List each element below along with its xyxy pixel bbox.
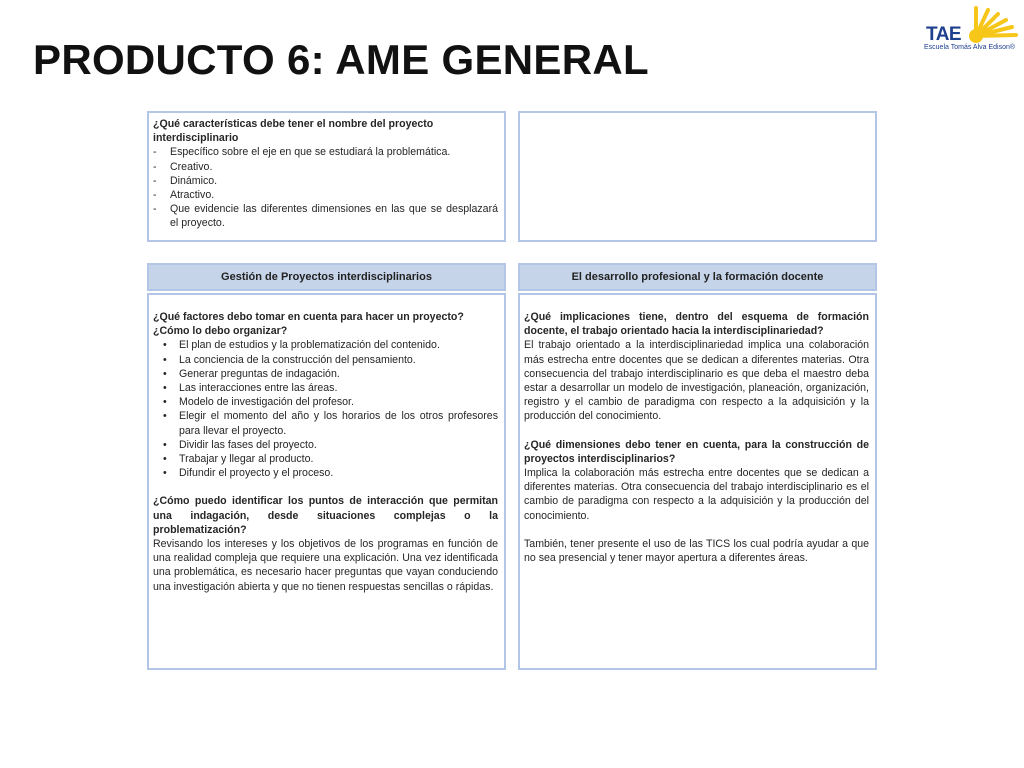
slide-title: PRODUCTO 6: AME GENERAL xyxy=(33,36,649,83)
right-answer-2: Implica la colaboración más estrecha entre docentes que se dedican a diferentes materias. Otra consecuencia del trabajo interdisciplinario es el cambio de paradigma con respecto a la adquisición y la producción del conocimiento. xyxy=(524,467,869,522)
left-panel xyxy=(147,293,506,670)
sun-rays-icon xyxy=(962,4,1020,44)
list-item: - Creativo. xyxy=(153,160,498,174)
top-question: ¿Qué características debe tener el nombre del proyecto interdisciplinario xyxy=(153,118,434,145)
right-panel xyxy=(518,293,877,670)
factors-list xyxy=(153,338,498,480)
list-item: • Modelo de investigación del profesor. xyxy=(163,395,498,409)
right-answer-3: También, tener presente el uso de las TICS los cual podría ayudar a que no sea presencial y tener mayor apertura a diferentes áreas. xyxy=(524,537,869,565)
characteristics-list xyxy=(153,145,498,230)
school-logo xyxy=(924,4,1020,54)
right-question-2: ¿Qué dimensiones debo tener en cuenta, para la construcción de proyectos interdisciplinarios? xyxy=(524,438,869,465)
logo-subtitle: Escuela Tomás Alva Edison® xyxy=(924,44,1016,51)
top-right-box xyxy=(518,111,877,242)
list-item: - Dinámico. xyxy=(153,174,498,188)
list-item: • Las interacciones entre las áreas. xyxy=(163,381,498,395)
left-answer-2: Revisando los intereses y los objetivos de los programas en función de una realidad compleja que requiere una explicación. Una vez identificada una problemática, es necesario hacer preguntas que vayan conduciendo una investigación abierta y que no tienen respuestas sencillas o rápidas. xyxy=(153,538,498,593)
list-item: • Elegir el momento del año y los horarios de los otros profesores para llevar el proyecto. xyxy=(163,409,498,437)
right-panel-header: El desarrollo profesional y la formación docente xyxy=(518,263,877,291)
left-question-1: ¿Qué factores debo tomar en cuenta para hacer un proyecto? ¿Cómo lo debo organizar? xyxy=(153,311,464,338)
list-item: - Atractivo. xyxy=(153,188,498,202)
right-question-1: ¿Qué implicaciones tiene, dentro del esquema de formación docente, el trabajo orientado hacia la interdisciplinariedad? xyxy=(524,311,869,338)
left-panel-header: Gestión de Proyectos interdisciplinarios xyxy=(147,263,506,291)
list-item: • Trabajar y llegar al producto. xyxy=(163,452,498,466)
list-item: - Que evidencie las diferentes dimensiones en las que se desplazará el proyecto. xyxy=(153,202,498,230)
list-item: • El plan de estudios y la problematización del contenido. xyxy=(163,338,498,352)
list-item: • Difundir el proyecto y el proceso. xyxy=(163,466,498,480)
list-item: • Dividir las fases del proyecto. xyxy=(163,438,498,452)
top-left-box xyxy=(147,111,506,242)
list-item: - Específico sobre el eje en que se estudiará la problemática. xyxy=(153,145,498,159)
left-question-2: ¿Cómo puedo identificar los puntos de interacción que permitan una indagación, desde situaciones complejas o la problematización? xyxy=(153,495,498,536)
right-answer-1: El trabajo orientado a la interdisciplinariedad implica una colaboración más estrecha entre docentes que se dedican a diferentes materias. Otra consecuencia del trabajo interdisciplinario es que deba el maestro deba estar a desarrollar un modelo de investigación, planeación, organización, registro y el cambio de paradigma con respecto a la adquisición y la producción del conocimiento. xyxy=(524,339,869,423)
list-item: • Generar preguntas de indagación. xyxy=(163,367,498,381)
logo-word: TAE xyxy=(926,24,962,45)
list-item: • La conciencia de la construcción del pensamiento. xyxy=(163,353,498,367)
